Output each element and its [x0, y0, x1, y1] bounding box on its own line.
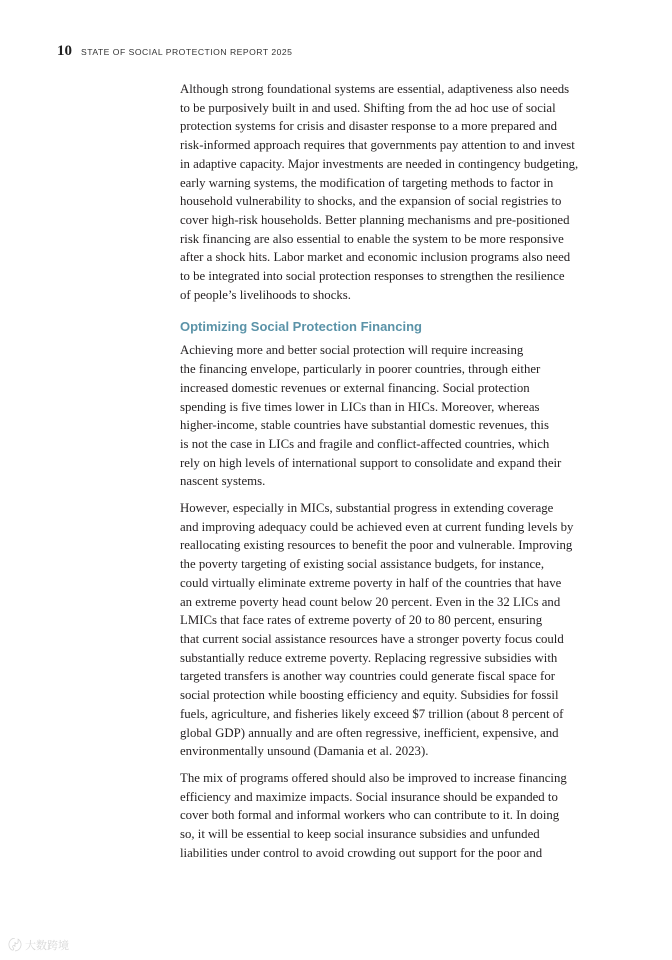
text-line: spending is five times lower in LICs than in HICs. Moreover, whereas: [180, 399, 540, 414]
program-mix-paragraph: [180, 769, 600, 863]
text-line: the financing envelope, particularly in poorer countries, through either: [180, 362, 541, 377]
text-line: The mix of programs offered should also be improved to increase financing: [180, 770, 567, 785]
text-line: substantially reduce extreme poverty. Replacing regressive subsidies with: [180, 650, 558, 665]
text-line: rely on high levels of international support to consolidate and expand their: [180, 455, 562, 470]
watermark-logo-icon: 〄: [8, 938, 22, 954]
text-line: social protection while boosting efficiency and equity. Subsidies for fossil: [180, 688, 559, 703]
text-line: cover high-risk households. Better planning mechanisms and pre-positioned: [180, 212, 570, 227]
page-number: 10: [57, 43, 72, 59]
text-line: environmentally unsound (Damania et al. 2023).: [180, 744, 429, 759]
text-line: to be purposively built in and used. Shifting from the ad hoc use of social: [180, 100, 556, 115]
running-title: STATE OF SOCIAL PROTECTION REPORT 2025: [81, 47, 293, 57]
text-line: reallocating existing resources to benefit the poor and vulnerable. Improving: [180, 538, 573, 553]
text-line: risk-informed approach requires that governments pay attention to and invest: [180, 138, 575, 153]
text-line: early warning systems, the modification of targeting methods to factor in: [180, 175, 554, 190]
financing-paragraph: [180, 341, 600, 491]
text-line: global GDP) annually and are often regressive, inefficient, expensive, and: [180, 725, 559, 740]
watermark: [8, 935, 69, 955]
text-line: is not the case in LICs and fragile and conflict-affected countries, which: [180, 436, 550, 451]
text-line: so, it will be essential to keep social insurance subsidies and unfunded: [180, 827, 540, 842]
text-line: an extreme poverty head count below 20 percent. Even in the 32 LICs and: [180, 594, 561, 609]
text-line: risk financing are also essential to enable the system to be more responsive: [180, 231, 564, 246]
text-line: higher-income, stable countries have substantial domestic revenues, this: [180, 418, 549, 433]
text-line: Although strong foundational systems are essential, adaptiveness also needs: [180, 82, 570, 96]
text-line: of people’s livelihoods to shocks.: [180, 287, 351, 302]
text-line: protection systems for crisis and disaster response to a more prepared and: [180, 119, 558, 134]
text-line: liabilities under control to avoid crowding out support for the poor and: [180, 845, 543, 860]
text-line: to be integrated into social protection responses to strengthen the resilience: [180, 269, 565, 284]
reallocation-paragraph: [180, 499, 600, 761]
text-line: efficiency and maximize impacts. Social insurance should be expanded to: [180, 789, 558, 804]
page-header: [57, 43, 292, 59]
text-line: could virtually eliminate extreme poverty in half of the countries that have: [180, 575, 562, 590]
text-line: the poverty targeting of existing social assistance budgets, for instance,: [180, 557, 545, 572]
text-line: cover both formal and informal workers who can contribute to it. In doing: [180, 808, 560, 823]
text-line: LMICs that face rates of extreme poverty of 20 to 80 percent, ensuring: [180, 613, 543, 628]
section-heading: Optimizing Social Protection Financing: [180, 319, 422, 335]
text-line: increased domestic revenues or external financing. Social protection: [180, 380, 530, 395]
main-content: [180, 80, 600, 870]
intro-paragraph: [180, 80, 600, 304]
text-line: Achieving more and better social protection will require increasing: [180, 343, 524, 358]
text-line: However, especially in MICs, substantial progress in extending coverage: [180, 501, 554, 516]
text-line: and improving adequacy could be achieved even at current funding levels by: [180, 519, 574, 534]
text-line: in adaptive capacity. Major investments are needed in contingency budgeting,: [180, 156, 579, 171]
text-line: targeted transfers is another way countries could generate fiscal space for: [180, 669, 555, 684]
text-line: that current social assistance resources have a stronger poverty focus could: [180, 631, 564, 646]
watermark-text: 大数跨境: [25, 939, 69, 952]
text-line: nascent systems.: [180, 474, 266, 489]
text-line: after a shock hits. Labor market and economic inclusion programs also need: [180, 250, 571, 265]
text-line: fuels, agriculture, and fisheries likely exceed $7 trillion (about 8 percent of: [180, 706, 564, 721]
text-line: household vulnerability to shocks, and the expansion of social registries to: [180, 194, 562, 209]
